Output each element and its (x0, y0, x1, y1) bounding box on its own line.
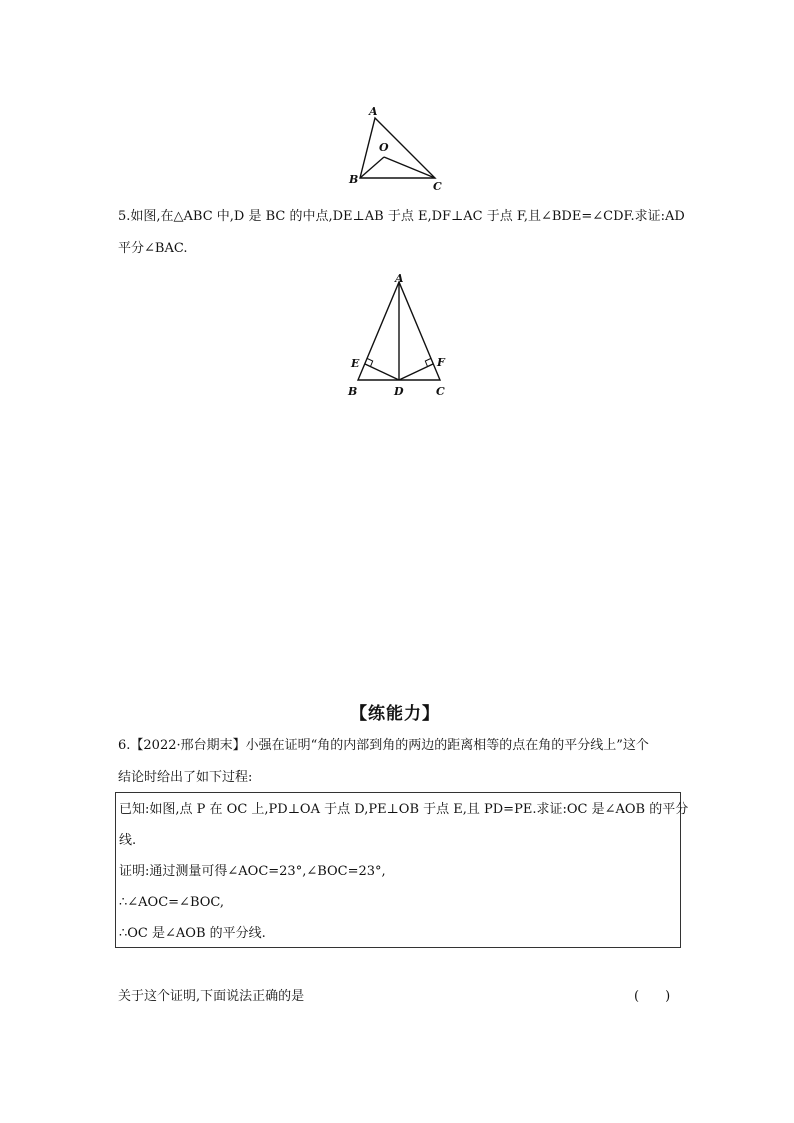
segment-de (365, 364, 399, 380)
figure-triangle-ad-bisector (340, 270, 460, 405)
q5-line2: 平分∠BAC. (118, 241, 188, 256)
label-e: E (351, 357, 360, 370)
label-d: D (394, 385, 404, 398)
label-b-2: B (348, 385, 358, 398)
q6-box-line5: ∴OC 是∠AOB 的平分线. (119, 926, 266, 941)
q5-line1: 5.如图,在△ABC 中,D 是 BC 的中点,DE⊥AB 于点 E,DF⊥AC 于点 F,且∠BDE=∠CDF.求证:AD (118, 209, 685, 224)
q6-box-line1: 已知:如图,点 P 在 OC 上,PD⊥OA 于点 D,PE⊥OB 于点 E,且 PD=PE.求证:OC 是∠AOB 的平分 (119, 802, 689, 817)
q6-question: 关于这个证明,下面说法正确的是 (118, 989, 305, 1004)
figure-triangle-abc-o (340, 100, 450, 195)
section-title: 【练能力】 (350, 704, 440, 724)
label-f: F (437, 356, 445, 369)
q6-proof-box (115, 792, 689, 948)
segment-oc (384, 157, 435, 178)
q6-line2: 结论时给出了如下过程: (118, 770, 253, 785)
q6-box-line4: ∴∠AOC=∠BOC, (119, 895, 225, 910)
answer-parentheses: ( ) (634, 989, 671, 1004)
label-c-2: C (436, 385, 445, 398)
label-c: C (433, 180, 442, 193)
segment-bo (360, 157, 384, 178)
label-o: O (379, 141, 389, 154)
q6-line1: 6.【2022·邢台期末】小强在证明“角的内部到角的两边的距离相等的点在角的平分线上”这个 (118, 738, 649, 753)
label-a-2: A (395, 272, 404, 285)
q6-box-line3: 证明:通过测量可得∠AOC=23°,∠BOC=23°, (119, 864, 386, 879)
segment-df (399, 364, 433, 380)
label-a: A (369, 105, 378, 118)
q6-box-line2: 线. (119, 833, 137, 848)
label-b: B (349, 173, 359, 186)
